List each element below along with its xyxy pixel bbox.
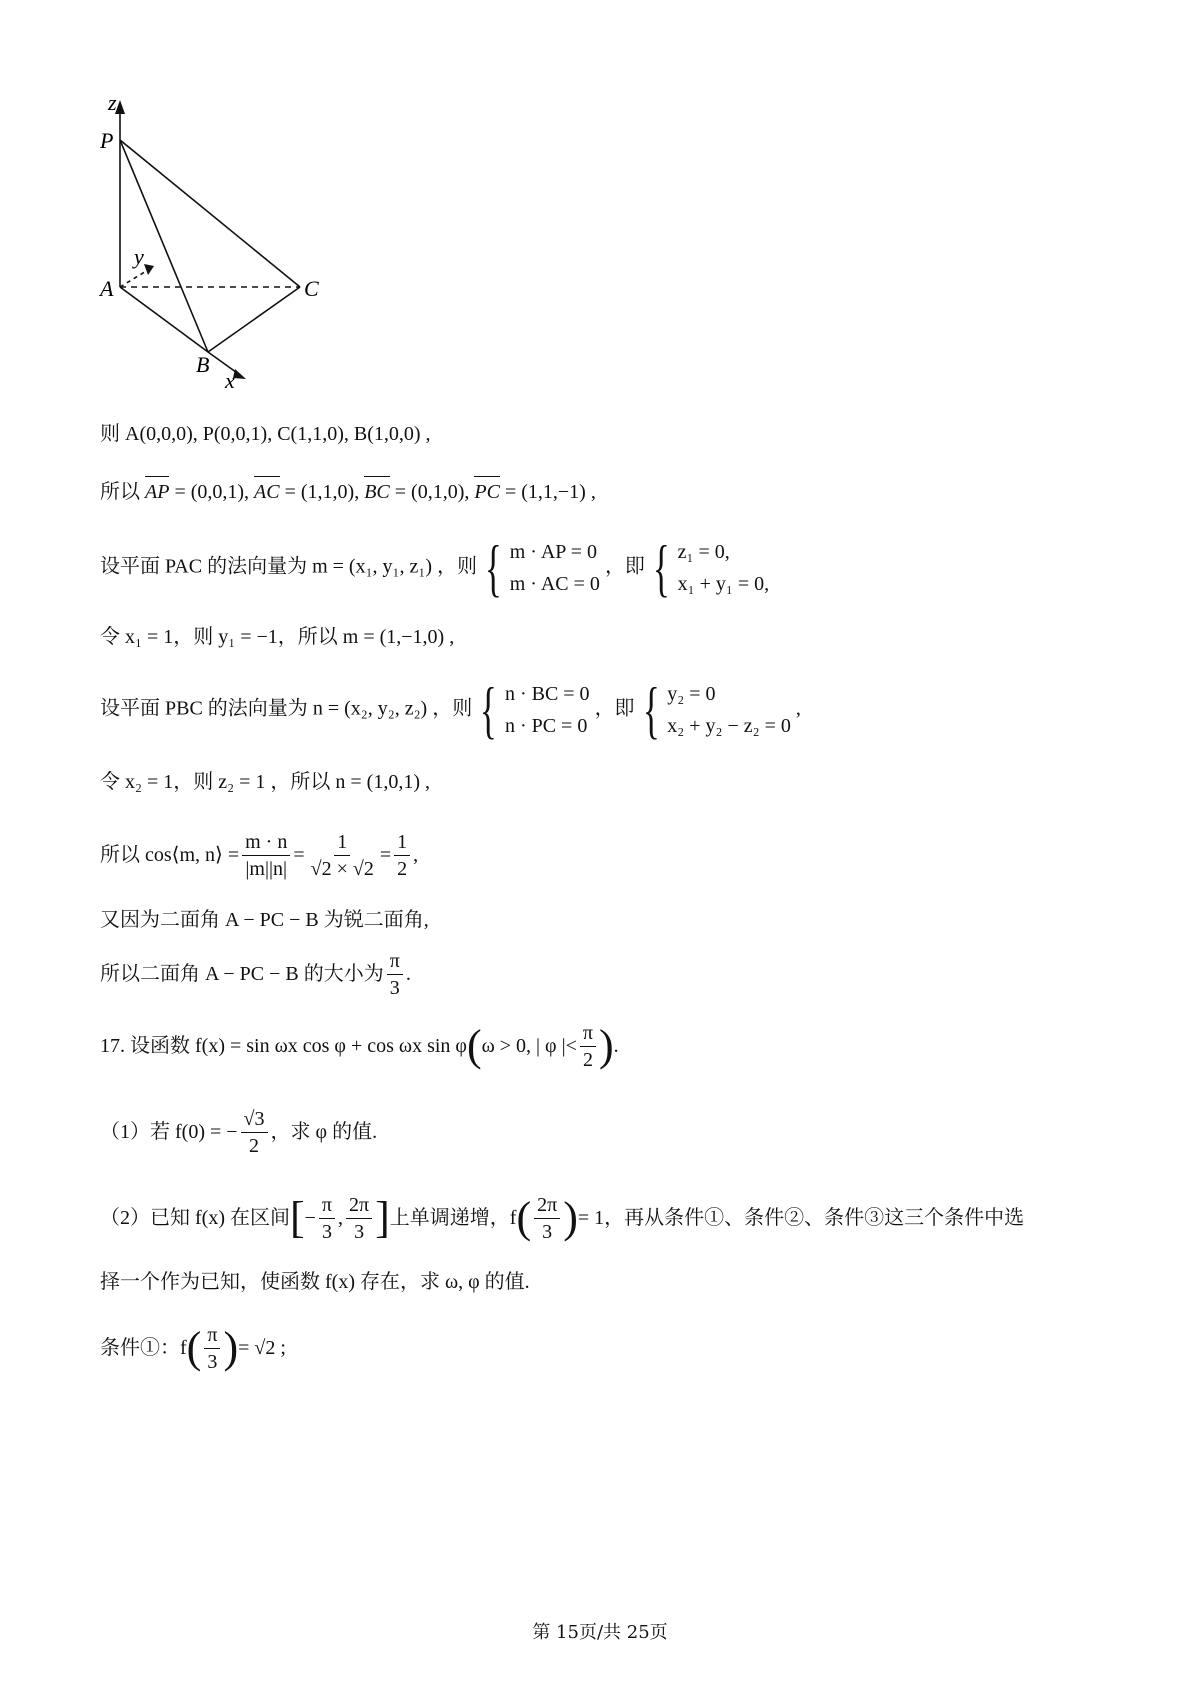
coords-line: 则 A(0,0,0), P(0,0,1), C(1,1,0), B(1,0,0) , — [100, 423, 431, 445]
let-x1-line: 令 x₁ = 1，则 y₁ = −1，所以 m = (1,−1,0) , — [100, 626, 455, 648]
let-x2-line: 令 x₂ = 1，则 z₂ = 1 ，所以 n = (1,0,1) , — [100, 771, 430, 793]
cos-line: 所以 cos⟨m, n⟩ = $\frac{m \cdot n}{|m||n|}$ = $\frac{1}{√2 \times √2}$ = $\frac{1}{2}$ , — [100, 830, 419, 880]
condition-1: 条件①：f ( $\frac{\pi}{3}$ ) = √2 ; — [100, 1323, 286, 1373]
vectors-line: 所以 AP = (0,0,1), AC = (1,1,0), BC = (0,1,0), PC = (1,1,−1) , — [100, 478, 596, 506]
part-1: （1）若 f(0) = − $\frac{√3}{2}$ ，求 φ 的值. — [100, 1107, 378, 1157]
part-2-line-2: 择一个作为已知，使函数 f(x) 存在，求 ω, φ 的值. — [100, 1271, 530, 1293]
label-B: B — [196, 352, 210, 377]
label-P: P — [100, 128, 114, 153]
angle-line: 所以二面角 A − PC − B 的大小为 $\frac{\pi}{3}$ . — [100, 949, 411, 999]
acute-line: 又因为二面角 A − PC − B 为锐二面角, — [100, 909, 429, 931]
label-x: x — [225, 368, 235, 392]
label-A: A — [100, 276, 114, 301]
tetrahedron-figure — [90, 92, 340, 392]
label-y: y — [134, 244, 144, 269]
page-footer: 第 15页/共 25页 — [532, 1622, 668, 1643]
normal-m-line: 设平面 PAC 的法向量为 m = (x₁, y₁, z₁) ，则 { m · AP = 0 m · AC = 0 ，即 { z₁ = 0, x₁ + y₁ = 0, — [100, 532, 770, 603]
part-2: （2）已知 f(x) 在区间 [ − $\frac{\pi}{3}$ , $\frac{2\pi}{3}$ ] 上单调递增，f ( $\frac{2\pi}{3}$ ) = 1，再从条件①、条件②、条件③这三个条件中选 — [100, 1193, 1025, 1243]
question-17: 17. 设函数 f(x) = sin ωx cos φ + cos ωx sin φ ( ω > 0, | φ |< $\frac{\pi}{2}$ ) . — [100, 1021, 619, 1071]
normal-n-line: 设平面 PBC 的法向量为 n = (x₂, y₂, z₂) ，则 { n · BC = 0 n · PC = 0 ，即 { y₂ = 0 x₂ + y₂ − z₂ = 0 , — [100, 674, 801, 745]
label-z: z — [108, 92, 117, 115]
label-C: C — [304, 276, 319, 301]
